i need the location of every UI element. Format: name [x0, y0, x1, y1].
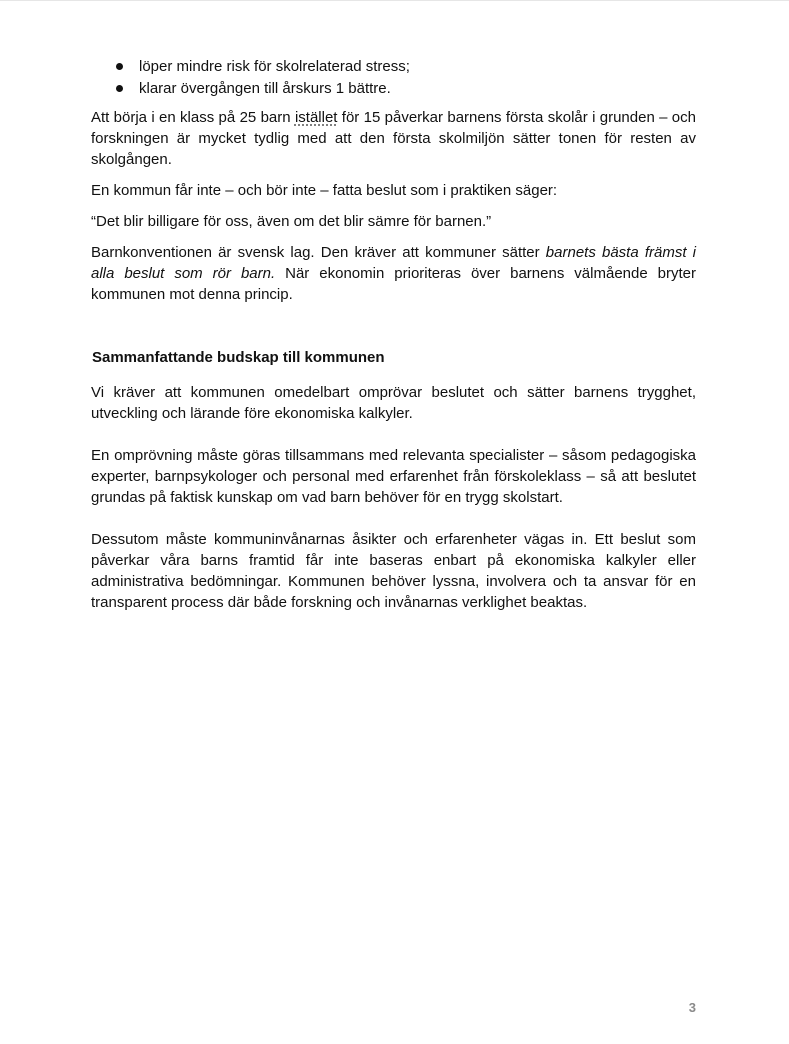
paragraph-text: Att börja i en klass på 25 barn [91, 109, 295, 126]
bullet-text: klarar övergången till årskurs 1 bättre. [139, 80, 391, 97]
quote: “Det blir billigare för oss, även om det blir sämre för barnen.” [91, 213, 492, 230]
paragraph-residents: Dessutom måste kommuninvånarnas åsikter och erfarenheter vägas in. Ett beslut som påverkar våra barns framtid får inte baseras enbart på ekonomiska kalkyler eller administrativa bedömningar. Kommunen behöver lyssna, involvera och ta ansvar för en transparent process där både forskning och invånarnas verklighet beaktas. [91, 531, 696, 611]
paragraph-class-size [91, 107, 696, 170]
paragraph-demand: Vi kräver att kommunen omedelbart omprövar beslutet och sätter barnens trygghet, utveckling och lärande före ekonomiska kalkyler. [91, 384, 696, 422]
document-body[interactable] [91, 56, 696, 623]
bullet-icon [116, 63, 123, 70]
paragraph-text: för 15 påverkar barnens första skolår i grunden – och forskningen är mycket tydlig med att den första skolmiljön sätter tonen för resten av skolgången. [91, 109, 696, 168]
list-item [91, 56, 696, 78]
emphasis-text: barnets bästa främst i alla beslut som rör barn. [91, 244, 696, 282]
spellcheck-flagged-word[interactable]: istället [294, 109, 338, 126]
bullet-icon [116, 85, 123, 92]
paragraph-specialists: En omprövning måste göras tillsammans med relevanta specialister – såsom pedagogiska experter, barnpsykologer och personal med erfarenhet från förskoleklass – så att beslutet grundas på faktisk kunskap om vad barn behöver för en trygg skolstart. [91, 447, 696, 506]
page-number: 3 [688, 1000, 696, 1015]
list-item [91, 78, 696, 100]
section-heading: Sammanfattande budskap till kommunen [92, 349, 385, 366]
paragraph-text: När ekonomin prioriteras över barnens välmående bryter kommunen mot denna princip. [91, 265, 697, 303]
paragraph-text: Barnkonventionen är svensk lag. Den kräver att kommuner sätter [91, 244, 546, 261]
paragraph-child-convention [91, 242, 696, 305]
bullet-list [91, 56, 696, 100]
paragraph-municipality: En kommun får inte – och bör inte – fatta beslut som i praktiken säger: [91, 182, 558, 199]
bullet-text: löper mindre risk för skolrelaterad stress; [139, 58, 410, 75]
